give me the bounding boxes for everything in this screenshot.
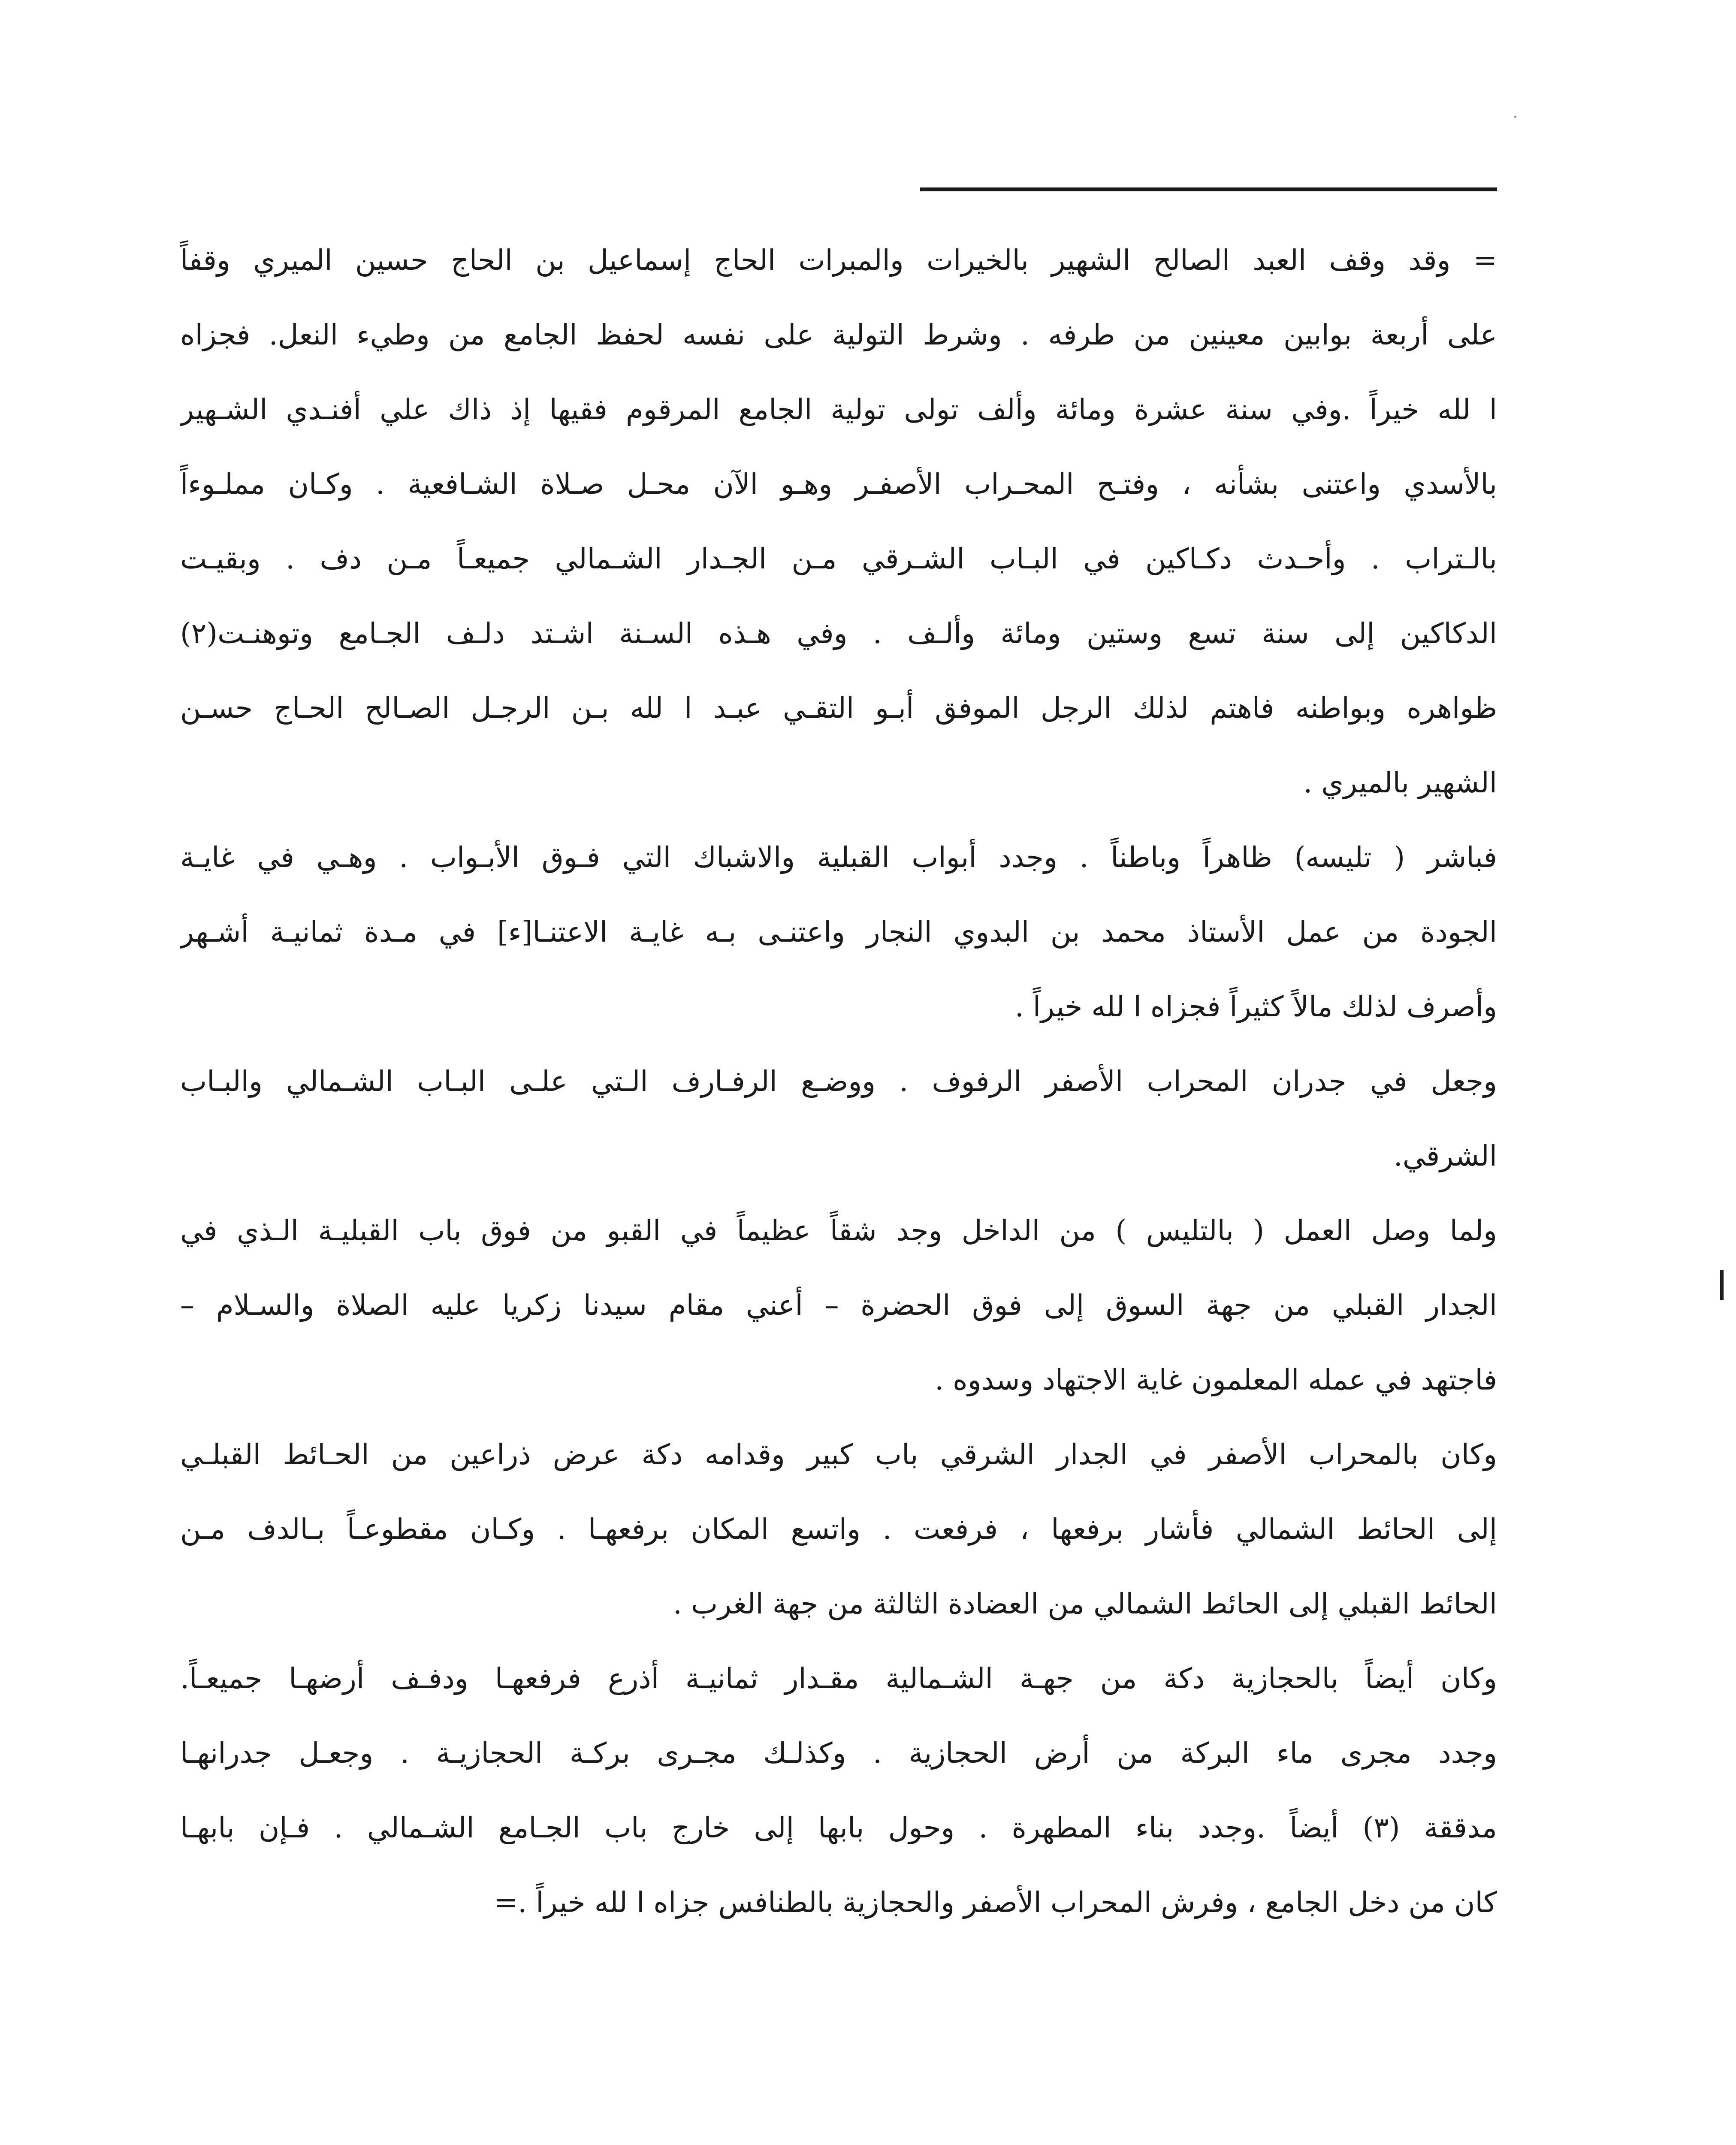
text-line: الشهير بالميري . <box>1303 766 1497 799</box>
text-line: الشرقي. <box>1393 1139 1497 1172</box>
text-line: ا لله خيراً .وفي سنة عشرة ومائة وألف تولى تولية الجامع المرقوم فقيها إذ ذاك علي أفنـدي الشـهير <box>180 393 1497 426</box>
text-line: فاجتهد في عمله المعلمون غاية الاجتهاد وسدوه . <box>935 1363 1497 1396</box>
text-line: الدكاكين إلى سنة تسع وستين ومائة وألـف . وفي هـذه السـنة اشـتد دلـف الجـامع وتوهنـت(٢) <box>180 617 1497 650</box>
text-line: وأصرف لذلك مالاً كثيراً فجزاه ا لله خيراً . <box>1014 990 1497 1023</box>
body-text <box>180 223 1497 1940</box>
paragraph-5 <box>180 1417 1497 1641</box>
text-line: مدققة (٣) أيضاً .وجدد بناء المطهرة . وحول بابها إلى خارج باب الجـامع الشـمالي . فـإن بابهـا <box>180 1811 1497 1844</box>
text-line: ظواهره وبواطنه فاهتم لذلك الرجل الموفق أبـو التقـي عبـد ا لله بـن الرجـل الصـالح الحـاج حسـن <box>180 692 1497 725</box>
text-line: وجعل في جدران المحراب الأصفر الرفوف . ووضـع الرفـارف الـتي علـى البـاب الشـمالي والبـاب <box>180 1065 1497 1098</box>
text-line: كان من دخل الجامع ، وفرش المحراب الأصفر والحجازية بالطنافس جزاه ا لله خيراً .= <box>494 1886 1497 1919</box>
scan-speck <box>1514 116 1516 118</box>
paragraph-3 <box>180 1044 1497 1193</box>
text-line: بالأسدي واعتنى بشأنه ، وفتـح المحـراب الأصفـر وهـو الآن محـل صـلاة الشـافعية . وكـان مملـوءاً <box>180 468 1497 501</box>
text-line: إلى الحائط الشمالي فأشار برفعها ، فرفعت . واتسع المكان برفعهـا . وكـان مقطوعـاً بـالدف مـن <box>180 1513 1497 1546</box>
text-line: الجدار القبلي من جهة السوق إلى فوق الحضرة – أعني مقام سيدنا زكريا عليه الصلاة والسـلام – <box>180 1289 1497 1322</box>
text-line: الجودة من عمل الأستاذ محمد بن البدوي النجار واعتنـى بـه غايـة الاعتنـا[ء] في مـدة ثمانيـة أشـهر <box>180 915 1497 949</box>
text-line: ولما وصل العمل ( بالتليس ) من الداخل وجد شقاً عظيماً في القبو من فوق باب القبليـة الـذي في <box>180 1214 1497 1247</box>
footnote-separator-rule <box>920 187 1497 191</box>
text-line: = وقد وقف العبد الصالح الشهير بالخيرات والمبرات الحاج إسماعيل بن الحاج حسين الميري وقفاً <box>180 244 1497 277</box>
paragraph-6 <box>180 1641 1497 1940</box>
text-line: الحائط القبلي إلى الحائط الشمالي من العضادة الثالثة من جهة الغرب . <box>673 1587 1497 1620</box>
text-line: فباشر ( تليسه) ظاهراً وباطناً . وجدد أبواب القبلية والاشباك التي فـوق الأبـواب . وهـي في غايـة <box>180 841 1497 874</box>
paragraph-4 <box>180 1193 1497 1417</box>
paragraph-1 <box>180 223 1497 820</box>
text-line: على أربعة بوابين معينين من طرفه . وشرط التولية على نفسه لحفظ الجامع من وطيء النعل. فجزاه <box>180 318 1497 351</box>
text-line: وكان أيضاً بالحجازية دكة من جهـة الشـمالية مقـدار ثمانيـة أذرع فرفعهـا ودفـف أرضهـا جميعـاً. <box>180 1662 1497 1695</box>
margin-mark <box>1720 1270 1724 1300</box>
text-line: بالـتراب . وأحـدث دكـاكين في البـاب الشـرقي مـن الجـدار الشـمالي جميعـاً مـن دف . وبقيـت <box>180 542 1497 575</box>
text-line: وكان بالمحراب الأصفر في الجدار الشرقي باب كبير وقدامه دكة عرض ذراعين من الحـائط القبلـي <box>180 1438 1497 1471</box>
paragraph-2 <box>180 820 1497 1044</box>
text-line: وجدد مجرى ماء البركة من أرض الحجازية . وكذلـك مجـرى بركـة الحجازيـة . وجعـل جدرانهـا <box>180 1737 1497 1770</box>
